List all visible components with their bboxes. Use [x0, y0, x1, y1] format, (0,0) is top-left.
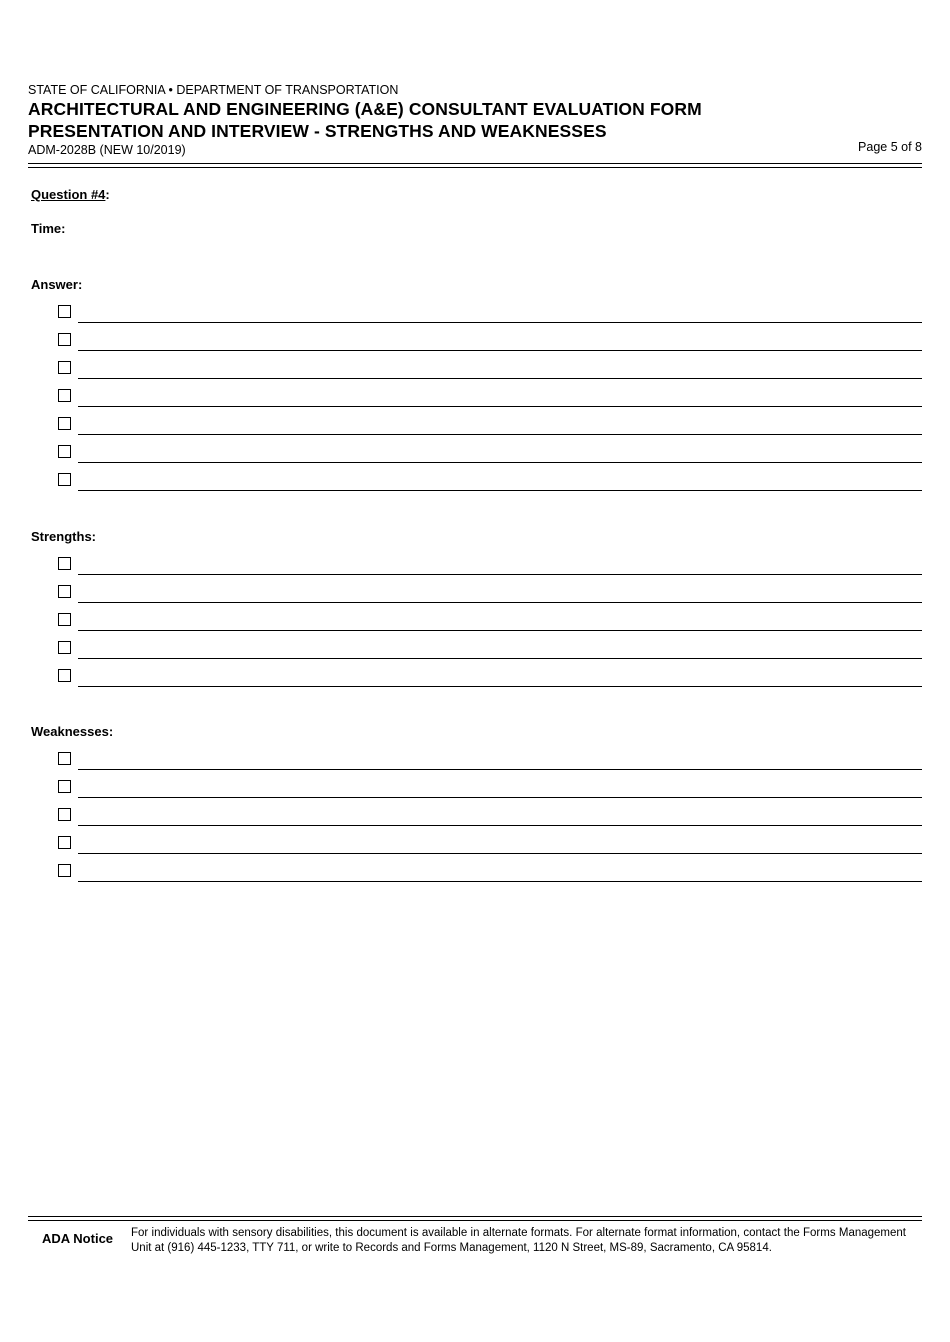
answer-checkbox[interactable]	[58, 445, 71, 458]
answer-text-line[interactable]	[78, 350, 922, 351]
strength-text-line[interactable]	[78, 686, 922, 687]
answer-text-line[interactable]	[78, 406, 922, 407]
strength-checkbox[interactable]	[58, 585, 71, 598]
weakness-row	[58, 778, 922, 798]
strength-checkbox[interactable]	[58, 613, 71, 626]
weakness-row	[58, 834, 922, 854]
answer-checkbox[interactable]	[58, 333, 71, 346]
weakness-text-line[interactable]	[78, 853, 922, 854]
weakness-checkbox[interactable]	[58, 836, 71, 849]
footer-divider	[28, 1216, 922, 1221]
page-number: Page 5 of 8	[858, 140, 922, 154]
question-label-colon: :	[105, 187, 110, 202]
answer-row	[58, 415, 922, 435]
strength-row	[58, 667, 922, 687]
weakness-text-line[interactable]	[78, 825, 922, 826]
form-title-line-1: ARCHITECTURAL AND ENGINEERING (A&E) CONSULTANT EVALUATION FORM	[28, 99, 702, 119]
weakness-checkbox[interactable]	[58, 752, 71, 765]
ada-notice-text: For individuals with sensory disabilities, this document is available in alternate formats. For alternate format information, contact the Forms Management Unit at (916) 445-1233, TTY 711, or write to Records and Forms Management, 1120 N Street, MS-89, Sacramento, CA 95814.	[131, 1227, 906, 1254]
strength-row	[58, 639, 922, 659]
answer-row	[58, 359, 922, 379]
answer-row	[58, 443, 922, 463]
strength-text-line[interactable]	[78, 602, 922, 603]
answer-text-line[interactable]	[78, 462, 922, 463]
strength-row	[58, 611, 922, 631]
weakness-text-line[interactable]	[78, 881, 922, 882]
answer-row	[58, 471, 922, 491]
strength-text-line[interactable]	[78, 658, 922, 659]
answer-text-line[interactable]	[78, 490, 922, 491]
answer-text-line[interactable]	[78, 322, 922, 323]
form-header	[28, 83, 922, 158]
weakness-checkbox[interactable]	[58, 780, 71, 793]
question-label-text: Question #4	[31, 187, 106, 202]
weakness-text-line[interactable]	[78, 769, 922, 770]
question-label	[31, 187, 110, 202]
answer-row	[58, 331, 922, 351]
weakness-checkbox[interactable]	[58, 864, 71, 877]
strengths-label: Strengths:	[31, 529, 96, 544]
strength-row	[58, 555, 922, 575]
strength-checkbox[interactable]	[58, 641, 71, 654]
weakness-row	[58, 806, 922, 826]
answer-checkbox[interactable]	[58, 389, 71, 402]
answer-row	[58, 303, 922, 323]
answer-checkbox[interactable]	[58, 305, 71, 318]
answer-checkbox[interactable]	[58, 361, 71, 374]
answer-label: Answer:	[31, 277, 83, 292]
strength-text-line[interactable]	[78, 630, 922, 631]
answer-checkbox[interactable]	[58, 417, 71, 430]
weakness-checkbox[interactable]	[58, 808, 71, 821]
header-divider	[28, 163, 922, 168]
form-title-line-2: PRESENTATION AND INTERVIEW - STRENGTHS AND WEAKNESSES	[28, 121, 607, 141]
answer-text-line[interactable]	[78, 434, 922, 435]
form-number: ADM-2028B (NEW 10/2019)	[28, 143, 186, 157]
answer-row	[58, 387, 922, 407]
weakness-row	[58, 862, 922, 882]
ada-notice-label: ADA Notice	[42, 1231, 114, 1246]
weakness-text-line[interactable]	[78, 797, 922, 798]
weakness-row	[58, 750, 922, 770]
strength-text-line[interactable]	[78, 574, 922, 575]
strength-checkbox[interactable]	[58, 557, 71, 570]
answer-checkbox[interactable]	[58, 473, 71, 486]
agency-line: STATE OF CALIFORNIA • DEPARTMENT OF TRANSPORTATION	[28, 83, 399, 97]
answer-text-line[interactable]	[78, 378, 922, 379]
time-label: Time:	[31, 221, 66, 236]
strength-row	[58, 583, 922, 603]
strength-checkbox[interactable]	[58, 669, 71, 682]
weaknesses-label: Weaknesses:	[31, 724, 114, 739]
